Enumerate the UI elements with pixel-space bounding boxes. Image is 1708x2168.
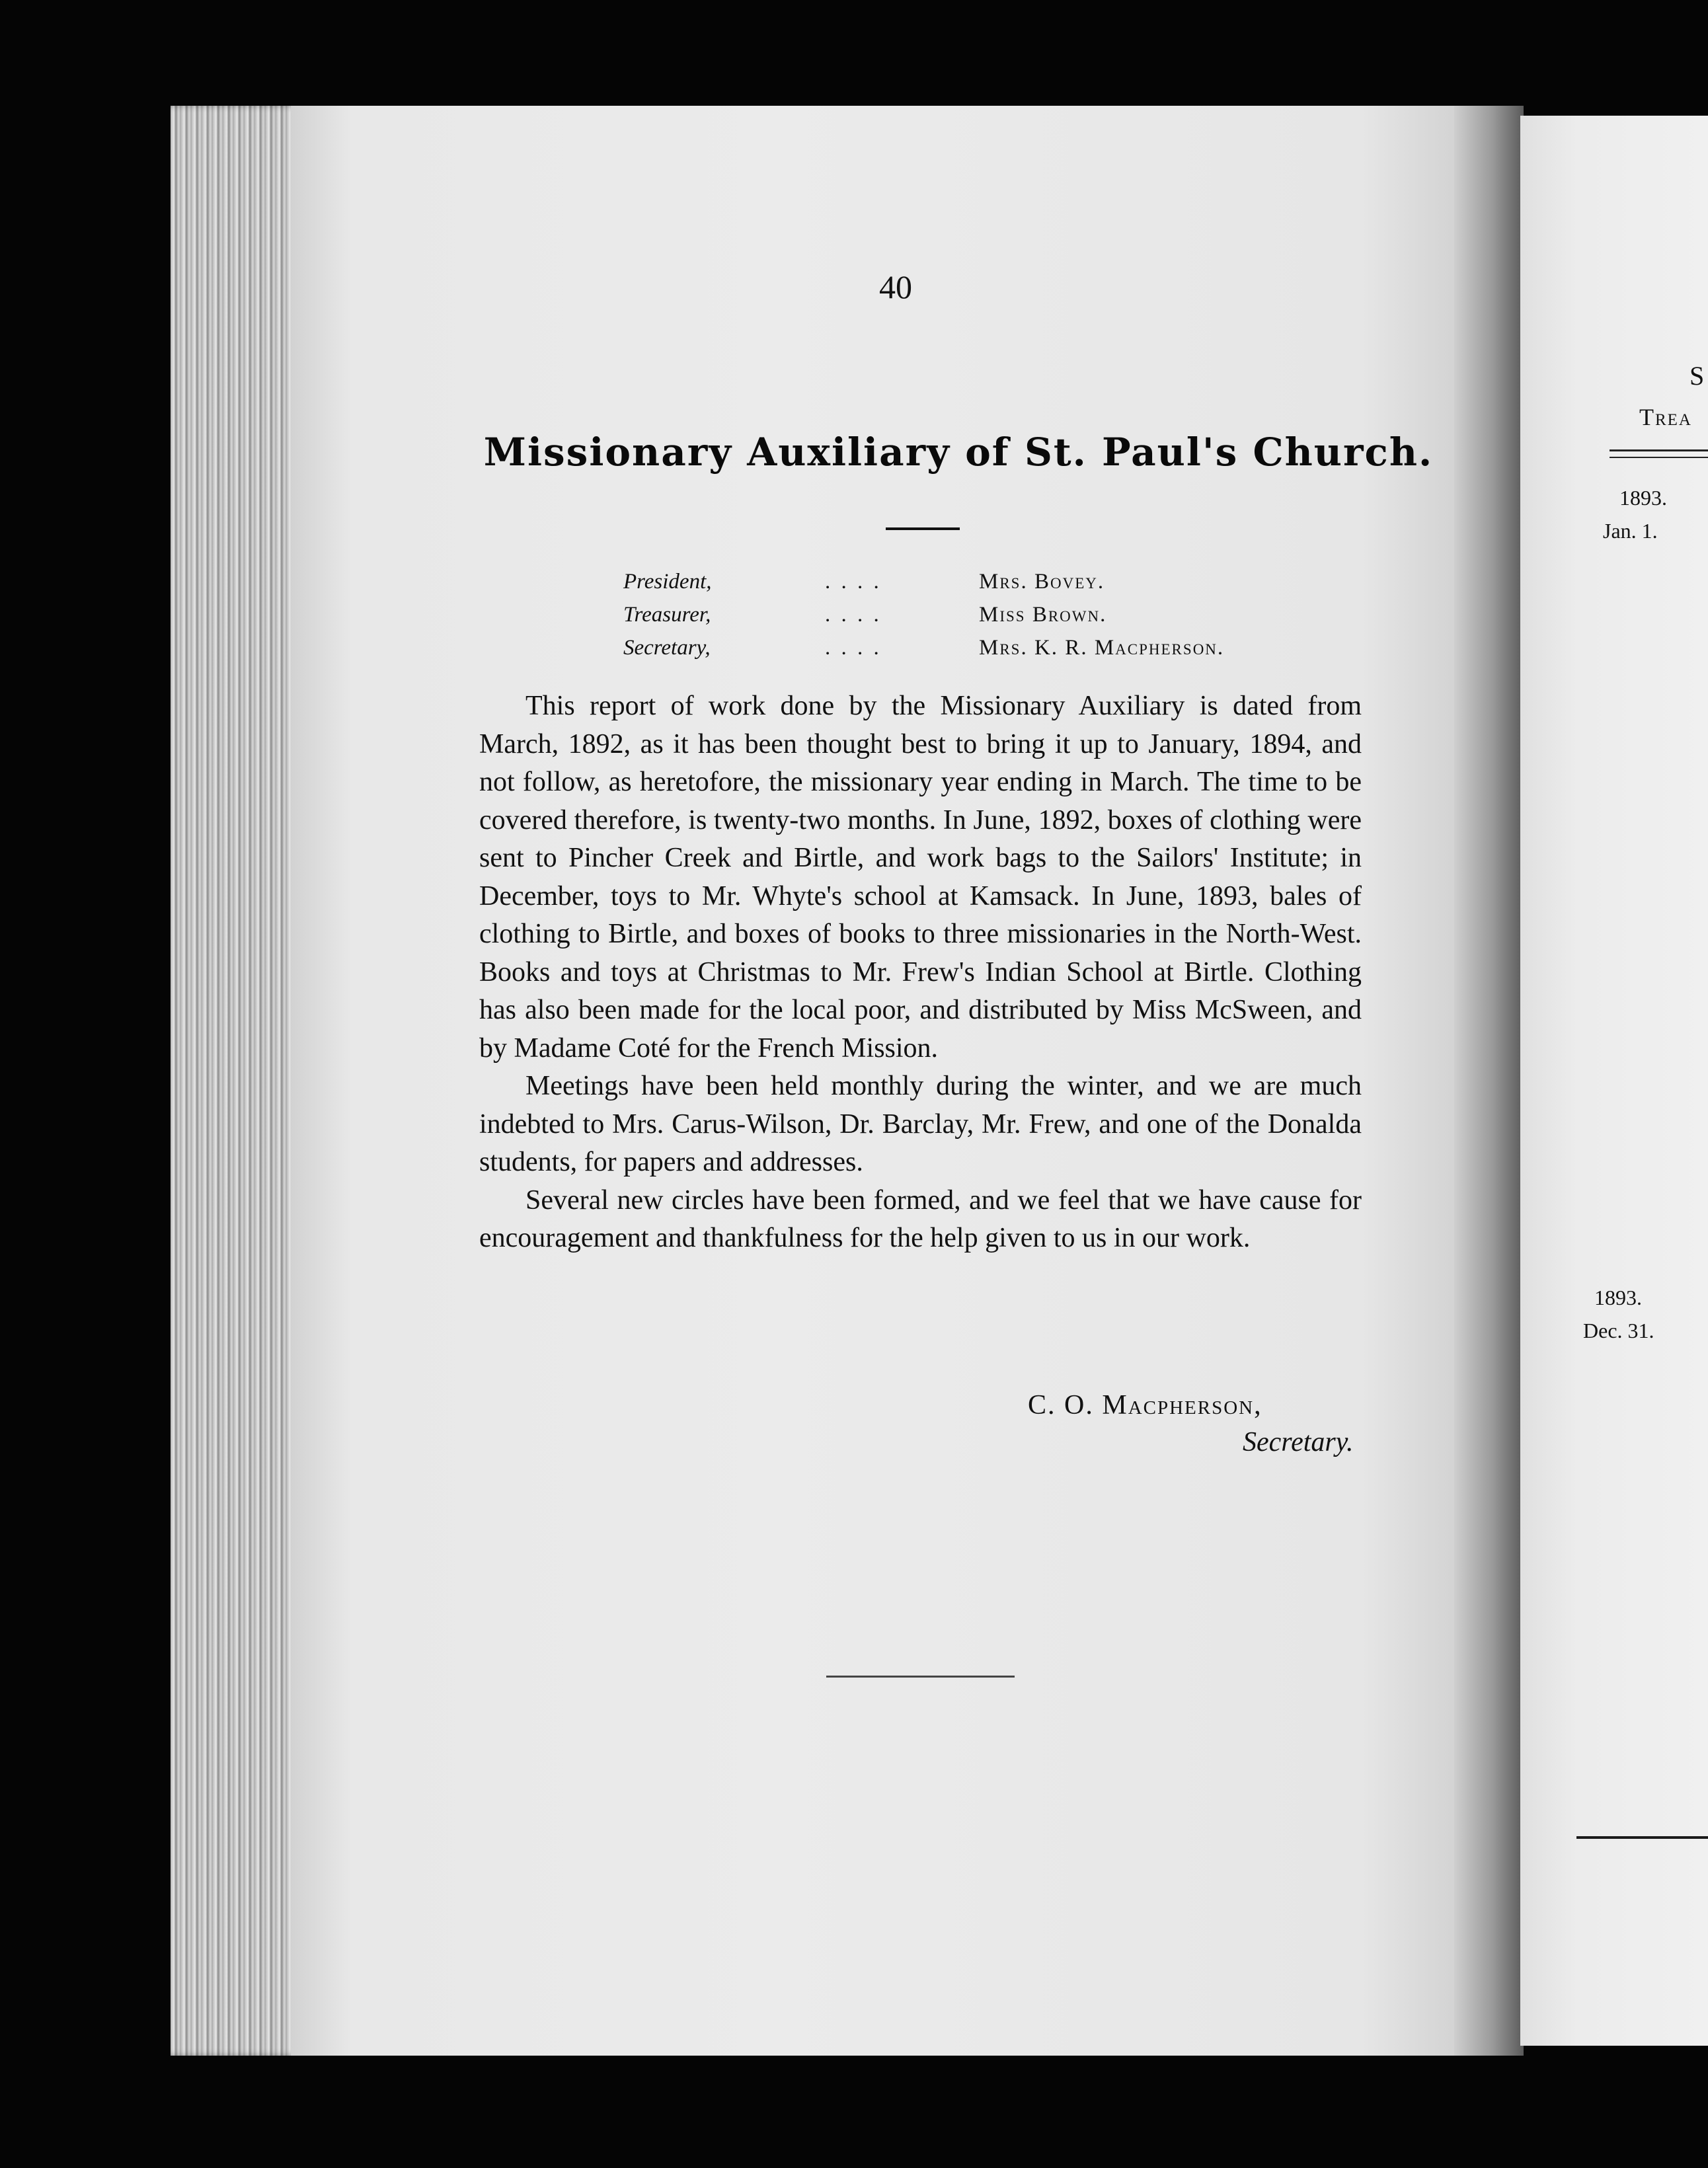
facing-year-1: 1893.	[1619, 486, 1667, 510]
facing-heading-fragment: S	[1689, 361, 1705, 391]
officer-role: Treasurer,	[623, 603, 711, 627]
title-divider	[886, 527, 960, 530]
officers-list	[623, 570, 1350, 669]
page-title: Missionary Auxiliary of St. Paul's Church.	[483, 430, 1434, 475]
signature-name: C. O. Macpherson,	[1028, 1390, 1262, 1420]
officer-row-secretary	[623, 636, 1350, 669]
report-paragraph: Meetings have been held monthly during the winter, and we are much indebted to Mrs. Carus-Wilson, Dr. Barclay, Mr. Frew, and one of the Donalda students, for papers and addresses.	[479, 1071, 1362, 1177]
end-divider	[826, 1676, 1015, 1678]
page-edges	[171, 106, 303, 2056]
facing-date-1: Jan. 1.	[1603, 519, 1658, 543]
book-gutter	[1454, 106, 1524, 2056]
facing-subheading-fragment: Trea	[1639, 404, 1692, 430]
officer-leader-dots: . . . .	[825, 570, 882, 594]
facing-date-2: Dec. 31.	[1583, 1319, 1654, 1342]
facing-bottom-rule	[1576, 1836, 1708, 1839]
facing-year-2: 1893.	[1594, 1286, 1642, 1309]
officer-row-treasurer	[623, 603, 1350, 636]
facing-double-rule-bottom	[1610, 457, 1708, 458]
report-paragraph: This report of work done by the Missionary Auxiliary is dated from March, 1892, as it has been thought best to bring it up to January, 1894, and not follow, as heretofore, the missionary year ending in March. The time to be covered therefore, is twenty-two months. In June, 1892, boxes of clothing were sent to Pincher Creek and Birtle, and work bags to the Sailors' Institute; in December, toys to Mr. Whyte's school at Kamsack. In June, 1893, bales of clothing to Birtle, and boxes of books to three missionaries in the North-West. Books and toys at Christmas to Mr. Frew's Indian School at Birtle. Clothing has also been made for the local poor, and distributed by Miss McSween, and by Madame Coté for the French Mission.	[479, 691, 1362, 1064]
officer-name: Miss Brown.	[979, 603, 1107, 627]
officer-leader-dots: . . . .	[825, 603, 882, 627]
report-body	[479, 687, 1362, 1258]
officer-role: President,	[623, 570, 712, 594]
facing-double-rule-top	[1610, 449, 1708, 451]
signature-title: Secretary.	[1243, 1427, 1354, 1457]
officer-name: Mrs. Bovey.	[979, 570, 1105, 594]
officer-role: Secretary,	[623, 636, 711, 660]
report-paragraph: Several new circles have been formed, and we feel that we have cause for encouragement and thankfulness for the help given to us in our work.	[479, 1184, 1362, 1253]
officer-leader-dots: . . . .	[825, 636, 882, 660]
page-number: 40	[879, 268, 912, 305]
officer-row-president	[623, 570, 1350, 603]
officer-name: Mrs. K. R. Macpherson.	[979, 636, 1225, 660]
